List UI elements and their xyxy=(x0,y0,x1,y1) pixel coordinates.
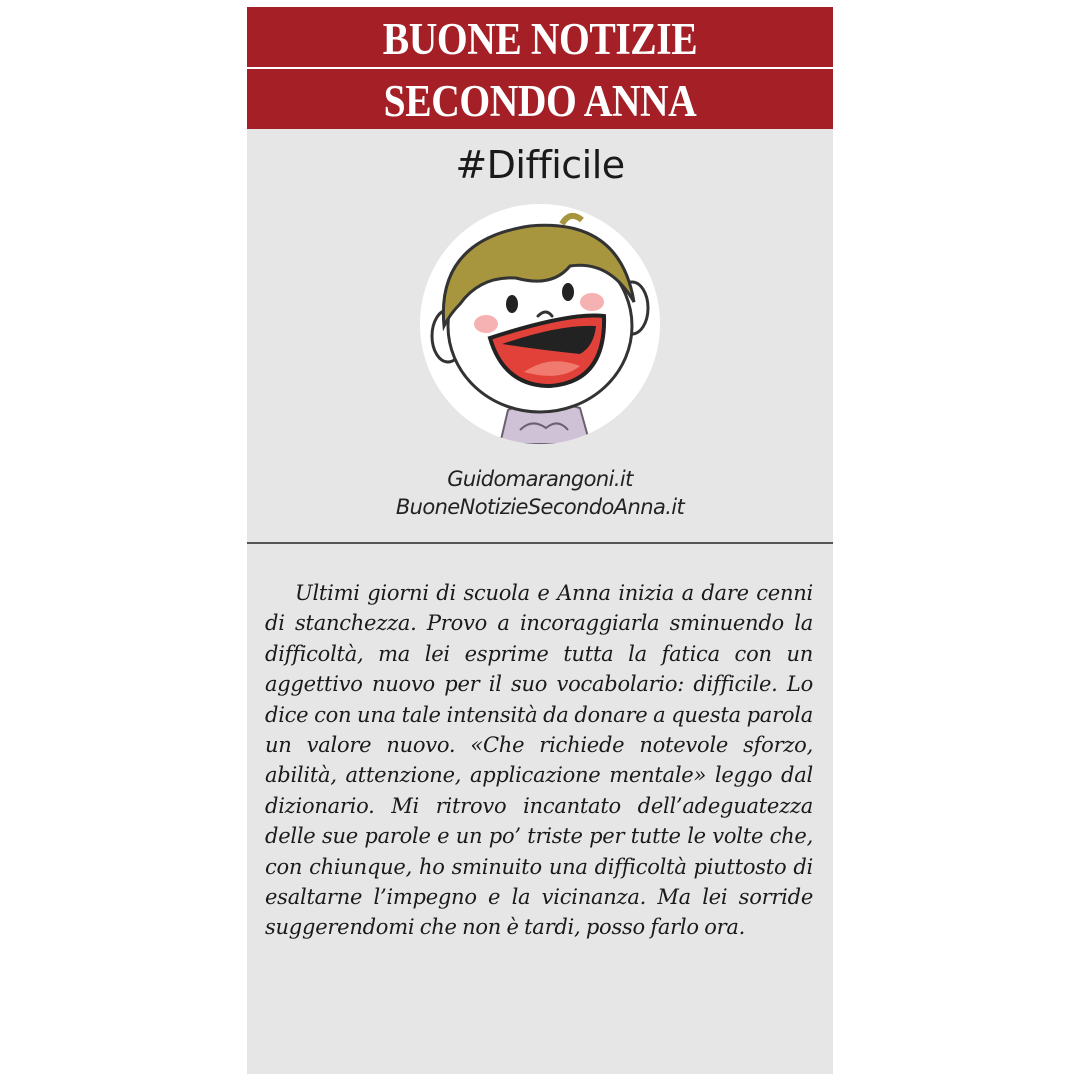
article-body: Ultimi giorni di scuola e Anna inizia a dare cenni di stanchezza. Provo a incoraggiarla sminuendo la difficoltà, ma lei esprime tutta la fatica con un aggettivo nuovo per il suo vocabolario: difficile. Lo dice con una tale intensità da donare a questa parola un valore nuovo. «Che richiede notevole sforzo, abilità, attenzione, applicazione mentale» leggo dal dizionario. Mi ritrovo incantato dell’adeguatezza delle sue parole e un po’ triste per tutte le volte che, con chiunque, ho sminuito una difficoltà piuttosto di esaltarne l’impegno e la vicinanza. Ma lei sorride suggerendomi che non è tardi, posso farlo ora. xyxy=(265,581,813,940)
website-link-buonenotizie[interactable]: BuoneNotizieSecondoAnna.it xyxy=(395,495,685,519)
header-banner xyxy=(247,7,833,129)
column-card xyxy=(247,7,833,1074)
website-link-guidomarangoni[interactable]: Guidomarangoni.it xyxy=(447,467,633,491)
header-title-line-2: SECONDO ANNA xyxy=(383,76,697,126)
section-divider xyxy=(247,542,833,544)
header-separator xyxy=(247,67,833,69)
website-links xyxy=(247,465,833,521)
header-title-line-1: BUONE NOTIZIE xyxy=(382,14,698,64)
hashtag-title: #Difficile xyxy=(455,143,625,187)
smiling-child-icon xyxy=(420,204,660,444)
avatar xyxy=(420,204,660,444)
